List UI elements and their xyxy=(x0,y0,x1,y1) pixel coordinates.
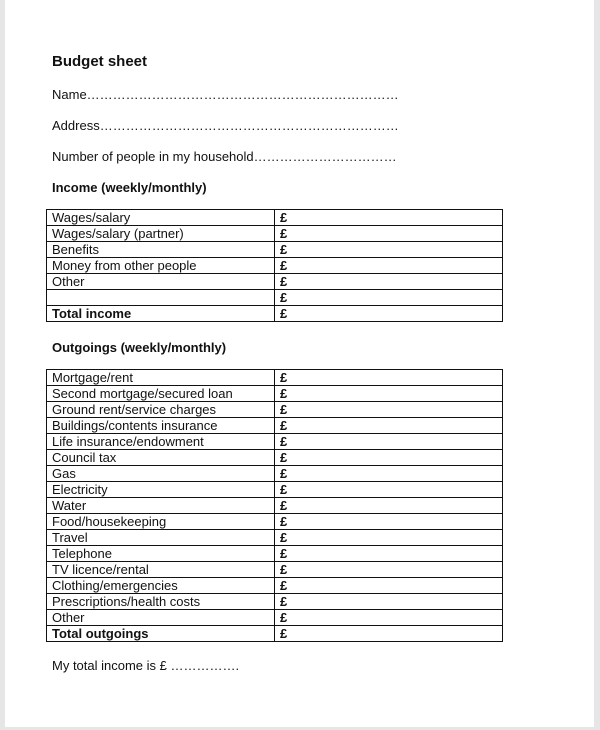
table-row xyxy=(47,546,503,562)
row-label: Water xyxy=(47,498,275,514)
amount-cell[interactable]: £ xyxy=(275,370,503,386)
amount-cell[interactable]: £ xyxy=(275,594,503,610)
table-row xyxy=(47,290,503,306)
amount-cell[interactable]: £ xyxy=(275,578,503,594)
row-label: Second mortgage/secured loan xyxy=(47,386,275,402)
table-row xyxy=(47,562,503,578)
amount-cell[interactable]: £ xyxy=(275,530,503,546)
outgoings-heading: Outgoings (weekly/monthly) xyxy=(52,340,227,355)
table-row xyxy=(47,514,503,530)
amount-cell[interactable]: £ xyxy=(275,450,503,466)
amount-cell[interactable]: £ xyxy=(275,258,503,274)
amount-cell[interactable]: £ xyxy=(275,242,503,258)
table-row xyxy=(47,626,503,642)
amount-cell[interactable]: £ xyxy=(275,386,503,402)
table-row xyxy=(47,610,503,626)
amount-cell[interactable]: £ xyxy=(275,306,503,322)
amount-cell[interactable]: £ xyxy=(275,402,503,418)
table-row xyxy=(47,418,503,434)
table-row xyxy=(47,274,503,290)
outgoings-table xyxy=(46,369,503,642)
amount-cell[interactable]: £ xyxy=(275,274,503,290)
row-label: Electricity xyxy=(47,482,275,498)
row-label: Money from other people xyxy=(47,258,275,274)
table-row xyxy=(47,306,503,322)
table-row xyxy=(47,530,503,546)
table-row xyxy=(47,242,503,258)
table-row xyxy=(47,258,503,274)
row-label xyxy=(47,290,275,306)
row-label: Prescriptions/health costs xyxy=(47,594,275,610)
row-label: Telephone xyxy=(47,546,275,562)
income-table xyxy=(46,209,503,322)
table-row xyxy=(47,466,503,482)
amount-cell[interactable]: £ xyxy=(275,562,503,578)
row-label: Total outgoings xyxy=(47,626,275,642)
amount-cell[interactable]: £ xyxy=(275,546,503,562)
amount-cell[interactable]: £ xyxy=(275,514,503,530)
page-title: Budget sheet xyxy=(52,53,148,70)
row-label: Total income xyxy=(47,306,275,322)
table-row xyxy=(47,386,503,402)
row-label: Life insurance/endowment xyxy=(47,434,275,450)
row-label: Travel xyxy=(47,530,275,546)
table-row xyxy=(47,370,503,386)
table-row xyxy=(47,210,503,226)
row-label: Wages/salary xyxy=(47,210,275,226)
amount-cell[interactable]: £ xyxy=(275,626,503,642)
row-label: Clothing/emergencies xyxy=(47,578,275,594)
household-field[interactable]: Number of people in my household…………………………… xyxy=(52,149,397,164)
row-label: TV licence/rental xyxy=(47,562,275,578)
amount-cell[interactable]: £ xyxy=(275,498,503,514)
row-label: Ground rent/service charges xyxy=(47,402,275,418)
row-label: Other xyxy=(47,274,275,290)
table-row xyxy=(47,578,503,594)
row-label: Council tax xyxy=(47,450,275,466)
name-field[interactable]: Name……………………………………………………………… xyxy=(52,87,399,102)
address-field[interactable]: Address…………………………………………………………… xyxy=(52,118,399,133)
amount-cell[interactable]: £ xyxy=(275,290,503,306)
row-label: Food/housekeeping xyxy=(47,514,275,530)
table-row xyxy=(47,482,503,498)
row-label: Mortgage/rent xyxy=(47,370,275,386)
document-page xyxy=(5,0,594,727)
table-row xyxy=(47,594,503,610)
amount-cell[interactable]: £ xyxy=(275,418,503,434)
table-row xyxy=(47,226,503,242)
row-label: Buildings/contents insurance xyxy=(47,418,275,434)
table-row xyxy=(47,402,503,418)
row-label: Other xyxy=(47,610,275,626)
table-row xyxy=(47,450,503,466)
table-row xyxy=(47,498,503,514)
amount-cell[interactable]: £ xyxy=(275,610,503,626)
row-label: Wages/salary (partner) xyxy=(47,226,275,242)
amount-cell[interactable]: £ xyxy=(275,210,503,226)
row-label: Benefits xyxy=(47,242,275,258)
row-label: Gas xyxy=(47,466,275,482)
total-income-summary[interactable]: My total income is £ ……………. xyxy=(52,658,240,673)
table-row xyxy=(47,434,503,450)
amount-cell[interactable]: £ xyxy=(275,434,503,450)
amount-cell[interactable]: £ xyxy=(275,466,503,482)
amount-cell[interactable]: £ xyxy=(275,226,503,242)
amount-cell[interactable]: £ xyxy=(275,482,503,498)
income-heading: Income (weekly/monthly) xyxy=(52,180,207,195)
